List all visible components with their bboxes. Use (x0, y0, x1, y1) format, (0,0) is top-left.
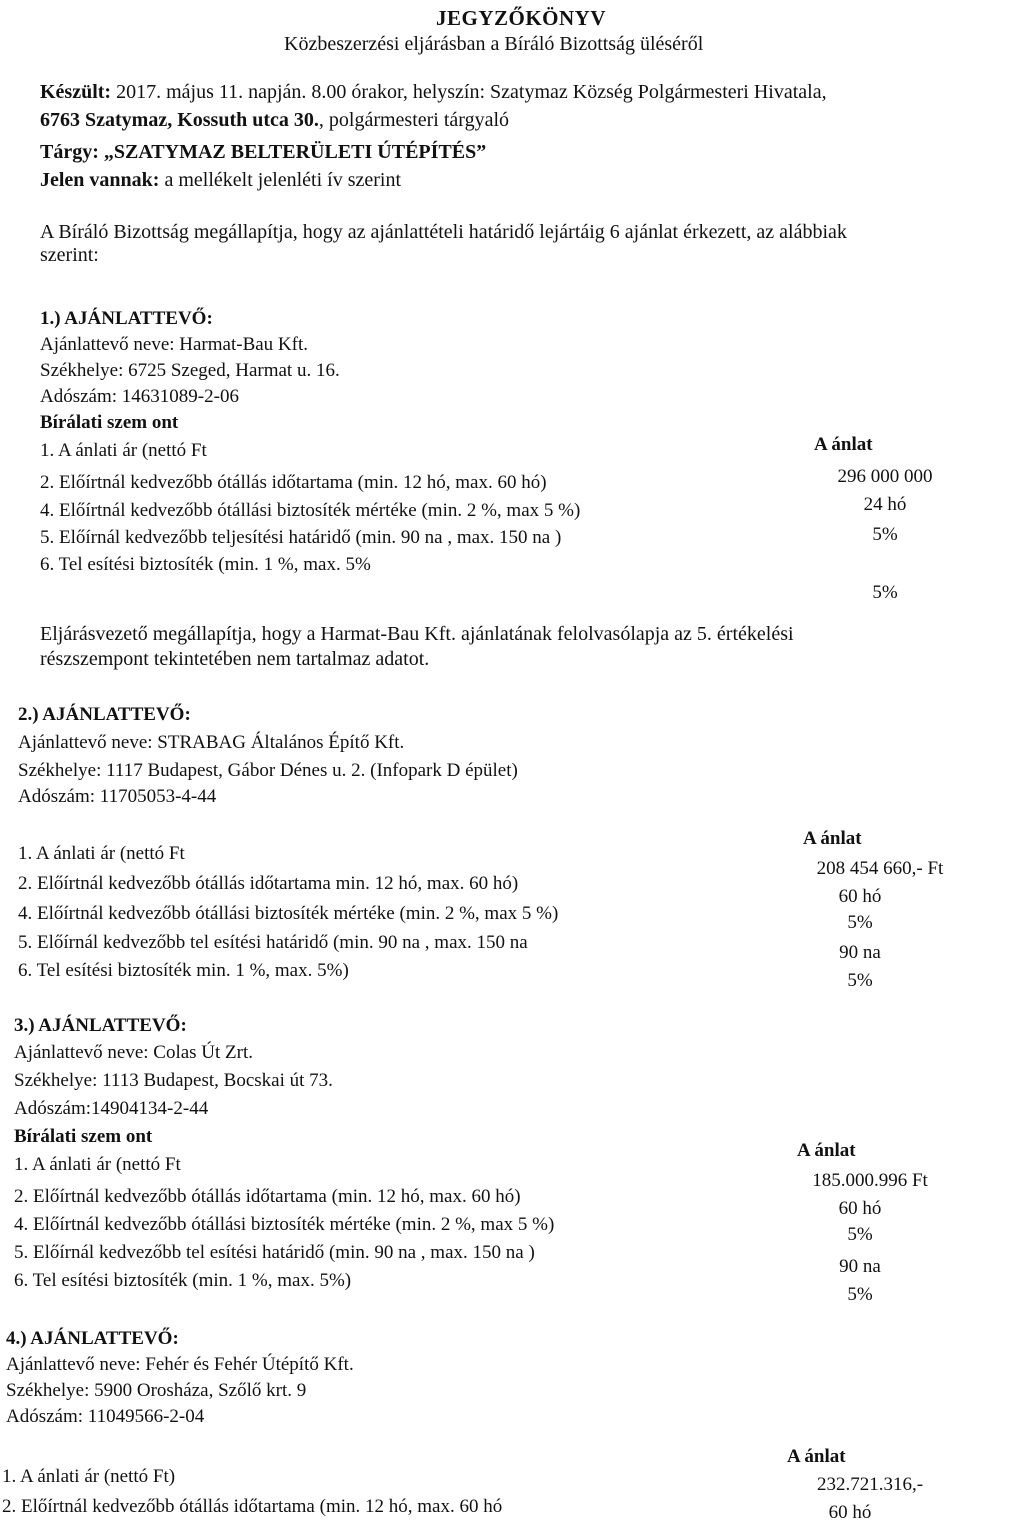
bidder-3-criterion-2: 2. Előírtnál kedvezőbb ótállás időtartama (min. 12 hó, max. 60 hó) (14, 1186, 521, 1207)
bidder-2-heading: 2.) AJÁNLATTEVŐ: (18, 704, 191, 725)
bidder-2-seat: Székhelye: 1117 Budapest, Gábor Dénes u. 2. (Infopark D épület) (18, 760, 518, 781)
bidder-1-criterion-1: 1. A ánlati ár (nettó Ft (40, 440, 207, 461)
bidder-1-heading: 1.) AJÁNLATTEVŐ: (40, 308, 213, 329)
bidder-4-offer-2: 60 hó (828, 1502, 872, 1523)
bidder-4-name: Ajánlattevő neve: Fehér és Fehér Útépítő Kft. (6, 1354, 354, 1375)
bidder-1-name: Ajánlattevő neve: Harmat-Bau Kft. (40, 334, 309, 355)
bidder-2-offer-2: 60 hó (838, 886, 882, 907)
bidder-3-offer-5: 90 na (839, 1256, 881, 1277)
bidder-1-offer-2: 24 hó (863, 494, 907, 515)
bidder-2-criterion-1: 1. A ánlati ár (nettó Ft (18, 843, 185, 864)
meta-targy: Tárgy: „SZATYMAZ BELTERÜLETI ÚTÉPÍTÉS” (40, 141, 487, 163)
bidder-3-criterion-4: 4. Előírtnál kedvezőbb ótállási biztosíték mértéke (min. 2 %, max 5 %) (14, 1214, 555, 1235)
meta-keszult-label: Készült: (40, 81, 112, 103)
bidder-2-offer-4: 5% (847, 912, 873, 933)
bidder-1-criterion-4: 4. Előírtnál kedvezőbb ótállási biztosíték mértéke (min. 2 %, max 5 %) (40, 500, 581, 521)
meta-jelen-text: a mellékelt jelenléti ív szerint (164, 169, 402, 191)
bidder-2-offer-5: 90 na (839, 942, 881, 963)
bidder-2-offer-heading: A ánlat (803, 828, 862, 849)
bidder-4-tax: Adószám: 11049566-2-04 (6, 1406, 205, 1427)
meta-address (40, 108, 509, 132)
bidder-3-criterion-6: 6. Tel esítési biztosíték (min. 1 %, max. 5%) (14, 1270, 352, 1291)
bidder-1-tax: Adószám: 14631089-2-06 (40, 386, 239, 407)
meta-keszult (40, 80, 827, 104)
bidder-1-seat: Székhelye: 6725 Szeged, Harmat u. 16. (40, 360, 340, 381)
bidder-3-offer-4: 5% (847, 1224, 873, 1245)
document-title: JEGYZŐKÖNYV (436, 6, 607, 30)
bidder-3-offer-heading: A ánlat (797, 1140, 856, 1161)
bidder-2-name: Ajánlattevő neve: STRABAG Általános Építő Kft. (18, 732, 405, 753)
bidder-4-heading: 4.) AJÁNLATTEVŐ: (6, 1328, 179, 1349)
bidder-2-criterion-2: 2. Előírtnál kedvezőbb ótállás időtartama min. 12 hó, max. 60 hó) (18, 873, 519, 894)
intro-line-2: szerint: (40, 244, 99, 266)
meta-jelen-label: Jelen vannak: (40, 169, 160, 191)
bidder-1-offer-6: 5% (872, 582, 898, 603)
bidder-4-offer-1: 232.721.316,- (816, 1474, 924, 1495)
meta-address-rest: , polgármesteri tárgyaló (318, 109, 510, 131)
bidder-3-offer-6: 5% (847, 1284, 873, 1305)
bidder-1-offer-4: 5% (872, 524, 898, 545)
meta-jelen (40, 168, 401, 192)
meta-keszult-text: 2017. május 11. napján. 8.00 órakor, helyszín: Szatymaz Község Polgármesteri Hivatala, (116, 81, 827, 103)
intro-line-1: A Bíráló Bizottság megállapítja, hogy az ajánlattételi határidő lejártáig 6 ajánlat érkezett, az alábbiak (40, 221, 847, 243)
bidder-1-note-line-2: részszempont tekintetében nem tartalmaz adatot. (40, 648, 430, 670)
bidder-1-offer-heading: A ánlat (814, 434, 873, 455)
bidder-2-criterion-6: 6. Tel esítési biztosíték min. 1 %, max. 5%) (18, 960, 349, 981)
bidder-1-criterion-5: 5. Előírnál kedvezőbb teljesítési határidő (min. 90 na , max. 150 na ) (40, 527, 562, 548)
bidder-2-criterion-5: 5. Előírnál kedvezőbb tel esítési határidő (min. 90 na , max. 150 na (18, 932, 528, 953)
bidder-3-offer-1: 185.000.996 Ft (812, 1170, 928, 1191)
bidder-2-criterion-4: 4. Előírtnál kedvezőbb ótállási biztosíték mértéke (min. 2 %, max 5 %) (18, 903, 559, 924)
bidder-1-criteria-heading: Bírálati szem ont (40, 412, 179, 433)
bidder-2-offer-6: 5% (847, 970, 873, 991)
bidder-4-offer-heading: A ánlat (787, 1446, 846, 1467)
bidder-3-criterion-1: 1. A ánlati ár (nettó Ft (14, 1154, 181, 1175)
bidder-3-tax: Adószám:14904134-2-44 (14, 1098, 209, 1119)
bidder-4-seat: Székhelye: 5900 Orosháza, Szőlő krt. 9 (6, 1380, 307, 1401)
bidder-2-tax: Adószám: 11705053-4-44 (18, 786, 217, 807)
meta-address-bold: 6763 Szatymaz, Kossuth utca 30. (40, 109, 319, 131)
bidder-1-offer-1: 296 000 000 (837, 466, 933, 487)
bidder-1-criterion-2: 2. Előírtnál kedvezőbb ótállás időtartama (min. 12 hó, max. 60 hó) (40, 472, 547, 493)
bidder-2-offer-1: 208 454 660,- Ft (816, 858, 944, 879)
bidder-1-note-line-1: Eljárásvezető megállapítja, hogy a Harmat-Bau Kft. ajánlatának felolvasólapja az 5. értékelési (40, 623, 794, 645)
bidder-3-name: Ajánlattevő neve: Colas Út Zrt. (14, 1042, 254, 1063)
bidder-3-criterion-5: 5. Előírnál kedvezőbb tel esítési határidő (min. 90 na , max. 150 na ) (14, 1242, 535, 1263)
document-subtitle: Közbeszerzési eljárásban a Bíráló Bizottság üléséről (284, 33, 704, 55)
bidder-3-criteria-heading: Bírálati szem ont (14, 1126, 153, 1147)
bidder-3-seat: Székhelye: 1113 Budapest, Bocskai út 73. (14, 1070, 333, 1091)
bidder-3-heading: 3.) AJÁNLATTEVŐ: (14, 1015, 187, 1036)
bidder-4-criterion-1: 1. A ánlati ár (nettó Ft) (2, 1466, 176, 1487)
bidder-4-criterion-2: 2. Előírtnál kedvezőbb ótállás időtartama (min. 12 hó, max. 60 hó (2, 1496, 503, 1517)
bidder-1-criterion-6: 6. Tel esítési biztosíték (min. 1 %, max. 5% (40, 554, 371, 575)
bidder-3-offer-2: 60 hó (838, 1198, 882, 1219)
